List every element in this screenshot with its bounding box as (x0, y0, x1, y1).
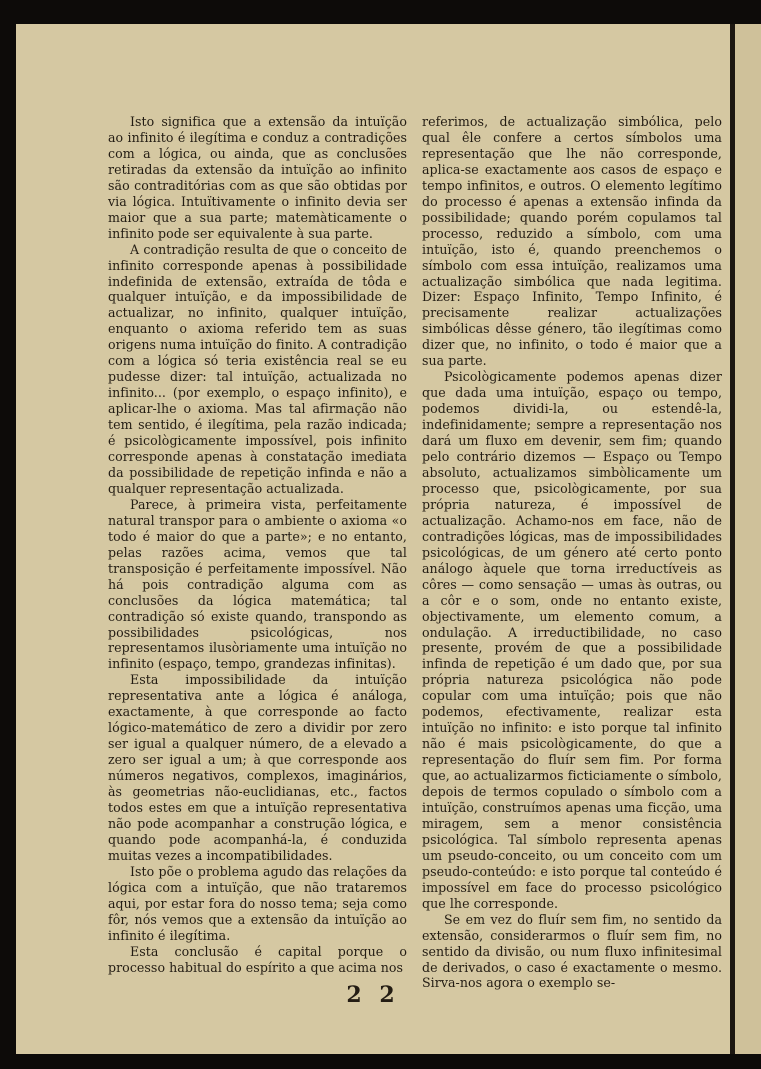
paragraph: Psicològicamente podemos apenas dizer que dada uma intuïção, espaço ou tempo, podemos dividi-la, ou estendê-la, indefinidamente; sempre a representação nos dará um fluxo em devenir, sem fim; quando pelo contrário dizemos — Espaço ou Tempo absoluto, actualizamos simbòlicamente um processo que, psicològicamente, por sua própria natureza, é impossível de actualização. Achamo-nos em face, não de contradições lógicas, mas de impossibilidades psicológicas, de um género até certo ponto análogo àquele que torna irreductíveis as côres — como sensação — umas às outras, ou a côr e o som, onde no entanto existe, objectivamente, um elemento comum, a ondulação. A irreductibilidade, no caso presente, provém de que a possibilidade infinda de repetição é um dado que, por sua própria natureza psicológica não pode copular com uma intuïção; pois que não podemos, efectivamente, realizar esta intuïção no infinito: e isto porque tal infinito não é mais psicològicamente, do que a representação do fluír sem fim. Por forma que, ao actualizarmos ficticiamente o símbolo, depois de termos copulado o símbolo com a intuïção, construímos apenas uma ficção, uma miragem, sem a menor consistência psicológica. Tal símbolo representa apenas um pseudo-conceito, ou um conceito com um pseudo-conteúdo: e isto porque tal conteúdo é impossível em face do processo psicológico que lhe corresponde. (422, 369, 722, 911)
paragraph: Esta conclusão é capital porque o processo habitual do espírito a que acima nos (108, 943, 407, 975)
paragraph: Isto põe o problema agudo das relações da lógica com a intuïção, que não trataremos aqui, por estar fora do nosso tema; seja como fôr, nós vemos que a extensão da intuïção ao infinito é ilegítima. (108, 863, 407, 943)
paragraph: Isto significa que a extensão da intuïção ao infinito é ilegítima e conduz a contradições com a lógica, ou ainda, que as conclusões retiradas da extensão da intuïção ao infinito são contraditórias com as que são obtidas por via lógica. Intuïtivamente o infinito devia ser maior que a sua parte; matemàticamente o infinito pode ser equivalente à sua parte. (108, 114, 407, 241)
paragraph: Esta impossibilidade da intuïção representativa ante a lógica é análoga, exactamente, à que corresponde ao facto lógico-matemático de zero a dividir por zero ser igual a qualquer número, de a elevado a zero ser igual a um; à que corresponde aos números negativos, complexos, imaginários, às geometrias não-euclidianas, etc., factos todos estes em que a intuïção representativa não pode acompanhar a construção lógica, e quando pode acompanhá-la, é conduzida muitas vezes a incompatibilidades. (108, 672, 407, 863)
adjacent-page-edge (735, 24, 761, 1054)
book-page (16, 24, 730, 1054)
paragraph: Se em vez do fluír sem fim, no sentido da extensão, considerarmos o fluír sem fim, no sentido da divisão, ou num fluxo infinitesimal de derivados, o caso é exactamente o mesmo. Sirva-nos agora o exemplo se- (422, 911, 722, 991)
paragraph: referimos, de actualização simbólica, pelo qual êle confere a certos símbolos uma representação que lhe não corresponde, aplica-se exactamente aos casos de espaço e tempo infinitos, e outros. O elemento legítimo do processo é apenas a extensão infinda da possibilidade; quando porém copulamos tal processo, reduzido a símbolo, com uma intuïção, isto é, quando preenchemos o símbolo com essa intuïção, realizamos uma actualização simbólica que nada legitima. Dizer: Espaço Infinito, Tempo Infinito, é precisamente realizar actualizações simbólicas dêsse género, tão ilegítimas como dizer que, no infinito, o todo é maior que a sua parte. (422, 114, 722, 369)
right-column (422, 114, 722, 991)
paragraph: Parece, à primeira vista, perfeitamente natural transpor para o ambiente o axioma «o todo é maior do que a parte»; e no entanto, pelas razões acima, vemos que tal transposição é perfeitamente impossível. Não há pois contradição alguma com as conclusões da lógica matemática; tal contradição só existe quando, transpondo as possibilidades psicológicas, nos representamos ilusòriamente uma intuïção no infinito (espaço, tempo, grandezas infinitas). (108, 496, 407, 672)
page-number: 2 2 (346, 982, 400, 1008)
left-column (108, 114, 407, 975)
paragraph: A contradição resulta de que o conceito de infinito corresponde apenas à possibilidade indefinida de extensão, extraída de tôda e qualquer intuïção, e da impossibilidade de actualizar, no infinito, qualquer intuïção, enquanto o axioma referido tem as suas origens numa intuïção do finito. A contradição com a lógica só teria existência real se eu pudesse dizer: tal intuïção, actualizada no infinito... (por exemplo, o espaço infinito), e aplicar-lhe o axioma. Mas tal afirmação não tem sentido, é ilegítima, pela razão indicada; é psicològicamente impossível, pois infinito corresponde apenas à constatação imediata da possibilidade de repetição infinda e não a qualquer representação actualizada. (108, 241, 407, 496)
